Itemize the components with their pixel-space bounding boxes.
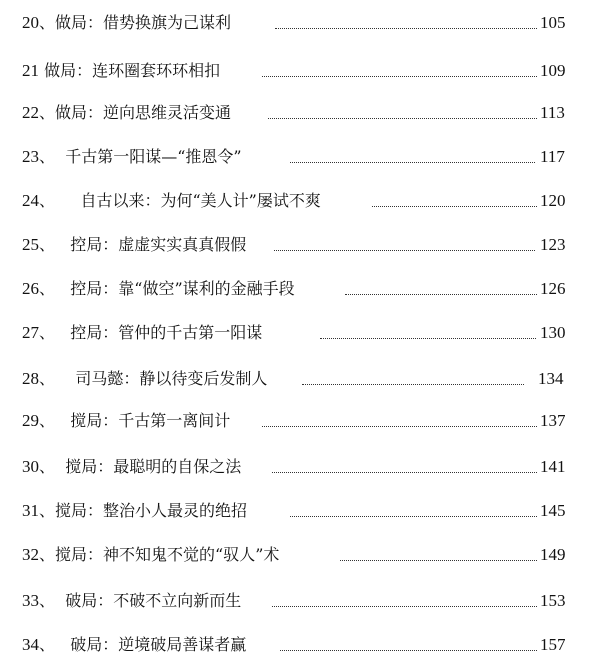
- entry-page-number: 153: [540, 591, 566, 610]
- entry-title: 做局：借势换旗为己谋利: [55, 13, 232, 32]
- dot-leader: [372, 206, 537, 207]
- entry-title: 搅局：千古第一离间计: [70, 411, 231, 430]
- entry-title: 千古第一阳谋—“推恩令”: [65, 147, 242, 166]
- dot-leader: [272, 606, 537, 607]
- toc-entry-22[interactable]: [0, 98, 601, 128]
- toc-entry-33[interactable]: [0, 586, 601, 616]
- entry-label: [22, 230, 249, 260]
- entry-title: 搅局：整治小人最灵的绝招: [55, 501, 248, 520]
- dot-leader: [272, 472, 537, 473]
- entry-number: 31: [22, 501, 39, 520]
- dot-leader: [290, 516, 537, 517]
- entry-separator: 、: [39, 103, 56, 122]
- entry-separator: 、: [39, 545, 56, 564]
- entry-separator: 、: [39, 369, 56, 388]
- entry-label: [22, 98, 234, 128]
- entry-label: [22, 318, 265, 348]
- entry-separator: 、: [39, 279, 56, 298]
- entry-number: 30: [22, 457, 39, 476]
- entry-number: 34: [22, 635, 39, 654]
- entry-page-number: 130: [540, 323, 566, 342]
- entry-number: 20: [22, 13, 39, 32]
- entry-page-number: 117: [540, 147, 565, 166]
- entry-title: 搅局：神不知鬼不觉的“驭人”术: [55, 545, 280, 564]
- entry-number: 32: [22, 545, 39, 564]
- entry-number: 23: [22, 147, 39, 166]
- toc-entry-21[interactable]: [0, 56, 601, 86]
- dot-leader: [274, 250, 535, 251]
- entry-page-number: 145: [540, 501, 566, 520]
- dot-leader: [275, 28, 537, 29]
- dot-leader: [302, 384, 524, 385]
- entry-separator: 、: [39, 323, 56, 342]
- entry-number: 24: [22, 191, 39, 210]
- entry-label: [22, 274, 298, 304]
- entry-separator: 、: [39, 13, 56, 32]
- entry-label: [22, 452, 244, 482]
- entry-label: [22, 364, 270, 394]
- entry-separator: 、: [39, 191, 56, 210]
- dot-leader: [280, 650, 537, 651]
- entry-label: [22, 540, 282, 570]
- entry-page-number: 105: [540, 13, 566, 32]
- entry-separator: 、: [39, 411, 56, 430]
- entry-title: 控局：管仲的千古第一阳谋: [70, 323, 263, 342]
- entry-title: 做局：连环圈套环环相扣: [44, 61, 221, 80]
- toc-entry-20[interactable]: [0, 8, 601, 38]
- entry-page-number: 134: [538, 369, 564, 388]
- entry-separator: 、: [39, 591, 56, 610]
- dot-leader: [262, 76, 537, 77]
- entry-title: 司马懿：静以待变后发制人: [75, 369, 268, 388]
- entry-title: 做局：逆向思维灵活变通: [55, 103, 232, 122]
- toc-entry-24[interactable]: [0, 186, 601, 216]
- entry-title: 控局：虚虚实实真真假假: [70, 235, 247, 254]
- entry-number: 25: [22, 235, 39, 254]
- toc-entry-26[interactable]: [0, 274, 601, 304]
- entry-label: [22, 630, 249, 660]
- entry-label: [22, 496, 250, 526]
- toc-entry-30[interactable]: [0, 452, 601, 482]
- entry-page-number: 137: [540, 411, 566, 430]
- entry-page-number: 126: [540, 279, 566, 298]
- entry-page-number: 109: [540, 61, 566, 80]
- entry-page-number: 141: [540, 457, 566, 476]
- entry-separator: 、: [39, 147, 56, 166]
- entry-title: 自古以来：为何“美人计”屡试不爽: [80, 191, 321, 210]
- toc-entry-25[interactable]: [0, 230, 601, 260]
- entry-number: 33: [22, 591, 39, 610]
- entry-page-number: 113: [540, 103, 565, 122]
- entry-label: [22, 8, 234, 38]
- toc-entry-23[interactable]: [0, 142, 601, 172]
- entry-page-number: 120: [540, 191, 566, 210]
- entry-separator: 、: [39, 635, 56, 654]
- dot-leader: [262, 426, 537, 427]
- entry-number: 21: [22, 61, 39, 80]
- toc-entry-27[interactable]: [0, 318, 601, 348]
- entry-title: 控局：靠“做空”谋利的金融手段: [70, 279, 295, 298]
- dot-leader: [340, 560, 537, 561]
- toc-entry-28[interactable]: [0, 364, 601, 394]
- toc-entry-31[interactable]: [0, 496, 601, 526]
- entry-page-number: 149: [540, 545, 566, 564]
- entry-label: [22, 406, 233, 436]
- entry-number: 28: [22, 369, 39, 388]
- entry-number: 26: [22, 279, 39, 298]
- entry-page-number: 157: [540, 635, 566, 654]
- toc-entry-32[interactable]: [0, 540, 601, 570]
- entry-title: 破局：不破不立向新而生: [65, 591, 242, 610]
- dot-leader: [320, 338, 536, 339]
- toc-entry-29[interactable]: [0, 406, 601, 436]
- dot-leader: [290, 162, 535, 163]
- entry-label: [22, 586, 244, 616]
- entry-label: [22, 186, 324, 216]
- entry-number: 22: [22, 103, 39, 122]
- entry-label: [22, 56, 223, 86]
- dot-leader: [268, 118, 537, 119]
- entry-number: 29: [22, 411, 39, 430]
- entry-title: 搅局：最聪明的自保之法: [65, 457, 242, 476]
- entry-label: [22, 142, 245, 172]
- entry-separator: 、: [39, 457, 56, 476]
- entry-title: 破局：逆境破局善谋者赢: [70, 635, 247, 654]
- entry-page-number: 123: [540, 235, 566, 254]
- entry-separator: 、: [39, 235, 56, 254]
- entry-number: 27: [22, 323, 39, 342]
- entry-separator: 、: [39, 501, 56, 520]
- toc-entry-34[interactable]: [0, 630, 601, 660]
- dot-leader: [345, 294, 537, 295]
